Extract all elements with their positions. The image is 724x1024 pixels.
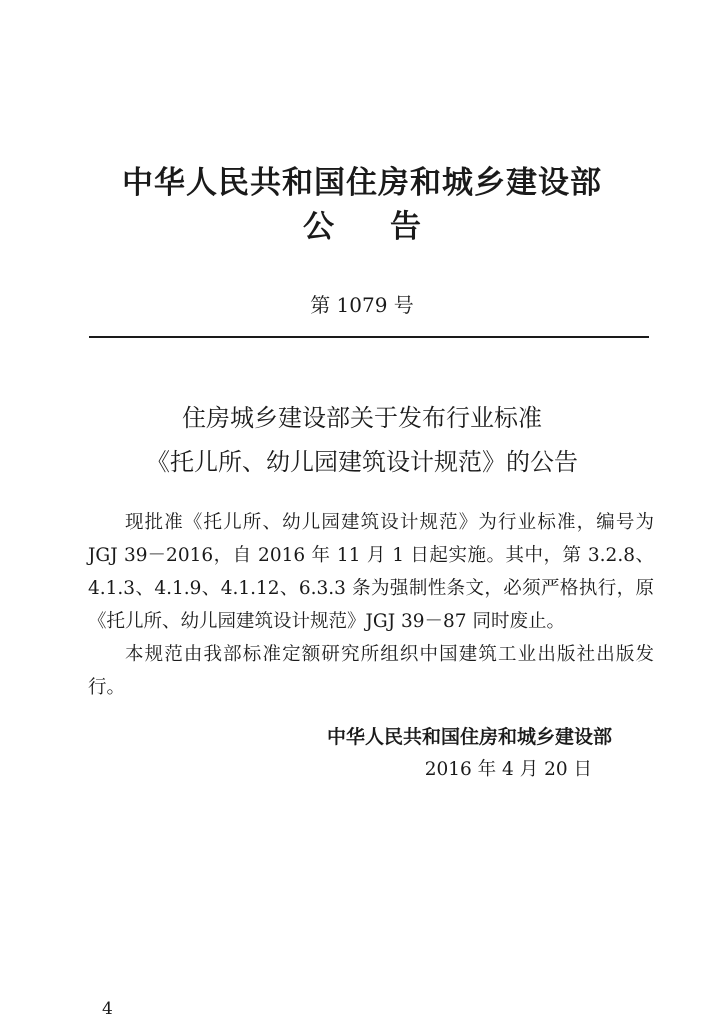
body-paragraph-2: 本规范由我部标准定额研究所组织中国建筑工业出版社出版发行。 [88, 644, 654, 698]
doc-kind-char-1: 公 [303, 209, 334, 245]
document-type-heading [0, 207, 724, 247]
issue-date: 2016 年 4 月 20 日 [424, 759, 592, 780]
body-paragraph-1: 现批准《托儿所、幼儿园建筑设计规范》为行业标准，编号为 JGJ 39－2016，自 2016 年 11 月 1 日起实施。其中，第 3.2.8、4.1.3、4.1.9、4.1.12、6.3.3 条为强制性条文，必须严格执行，原《托儿所、幼儿园建筑设计规范》JGJ 39－87 同时废止。 [88, 512, 654, 632]
notice-body [88, 506, 654, 704]
document-number: 第 1079 号 [310, 293, 414, 317]
notice-title-line-2: 《托儿所、幼儿园建筑设计规范》的公告 [146, 448, 578, 476]
header-divider [89, 336, 649, 338]
notice-title [0, 396, 724, 484]
notice-title-line-1: 住房城乡建设部关于发布行业标准 [182, 404, 542, 432]
doc-kind-char-2: 告 [390, 209, 421, 245]
page-number: 4 [102, 999, 113, 1019]
signature-issuer: 中华人民共和国住房和城乡建设部 [326, 726, 612, 748]
issuer-title: 中华人民共和国住房和城乡建设部 [122, 165, 602, 201]
